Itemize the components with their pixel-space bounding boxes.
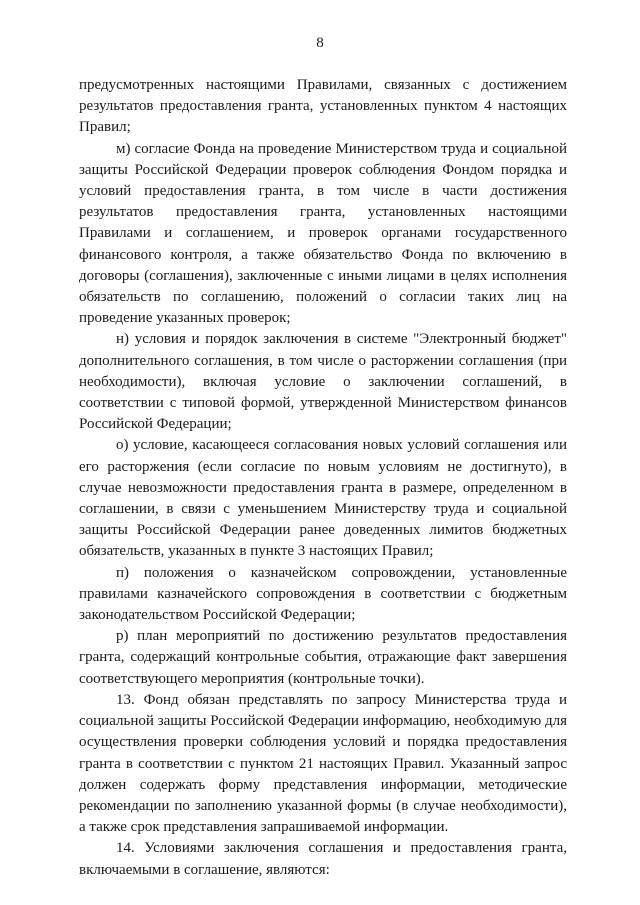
document-body bbox=[79, 75, 567, 881]
paragraph-item-p: п) положения о казначейском сопровождении, установленные правилами казначейского сопровождения в соответствии с бюджетным законодательством Российской Федерации; bbox=[79, 564, 567, 624]
paragraph-item-m: м) согласие Фонда на проведение Министерством труда и социальной защиты Российской Федерации проверок соблюдения Фондом порядка и условий предоставления гранта, в том числе в части достижения результатов предоставления гранта, установленных настоящими Правилами и соглашением, и проверок органами государственного финансового контроля, а также обязательство Фонда по включению в договоры (соглашения), заключенные с иными лицами в целях исполнения обязательств по соглашению, положений о согласии таких лиц на проведение указанных проверок; bbox=[79, 140, 567, 327]
paragraph-continuation: предусмотренных настоящими Правилами, связанных с достижением результатов предоставления гранта, установленных пунктом 4 настоящих Правил; bbox=[79, 77, 567, 136]
paragraph-item-r: р) план мероприятий по достижению результатов предоставления гранта, содержащий контрольные события, отражающие факт завершения соответствующего мероприятия (контрольные точки). bbox=[79, 628, 567, 687]
page-number: 8 bbox=[316, 35, 324, 51]
paragraph-14: 14. Условиями заключения соглашения и предоставления гранта, включаемыми в соглашение, являются: bbox=[79, 840, 567, 878]
paragraph-13: 13. Фонд обязан представлять по запросу Министерства труда и социальной защиты Российской Федерации информацию, необходимую для осуществления проверки соблюдения условий и порядка предоставления гранта в соответствии с пунктом 21 настоящих Правил. Указанный запрос должен содержать форму представления информации, методические рекомендации по заполнению указанной формы (в случае необходимости), а также срок представления запрашиваемой информации. bbox=[79, 691, 567, 836]
paragraph-item-n: н) условия и порядок заключения в системе "Электронный бюджет" дополнительного соглашения, в том числе о расторжении соглашения (при необходимости), включая условие о заключении соглашений, в соответствии с типовой формой, утвержденной Министерством финансов Российской Федерации; bbox=[79, 331, 567, 433]
paragraph-item-o: о) условие, касающееся согласования новых условий соглашения или его расторжения (если согласие по новым условиям не достигнуто), в случае невозможности предоставления гранта в размере, определенном в соглашении, в связи с уменьшением Министерству труда и социальной защиты Российской Федерации ранее доведенных лимитов бюджетных обязательств, указанных в пункте 3 настоящих Правил; bbox=[79, 437, 567, 560]
